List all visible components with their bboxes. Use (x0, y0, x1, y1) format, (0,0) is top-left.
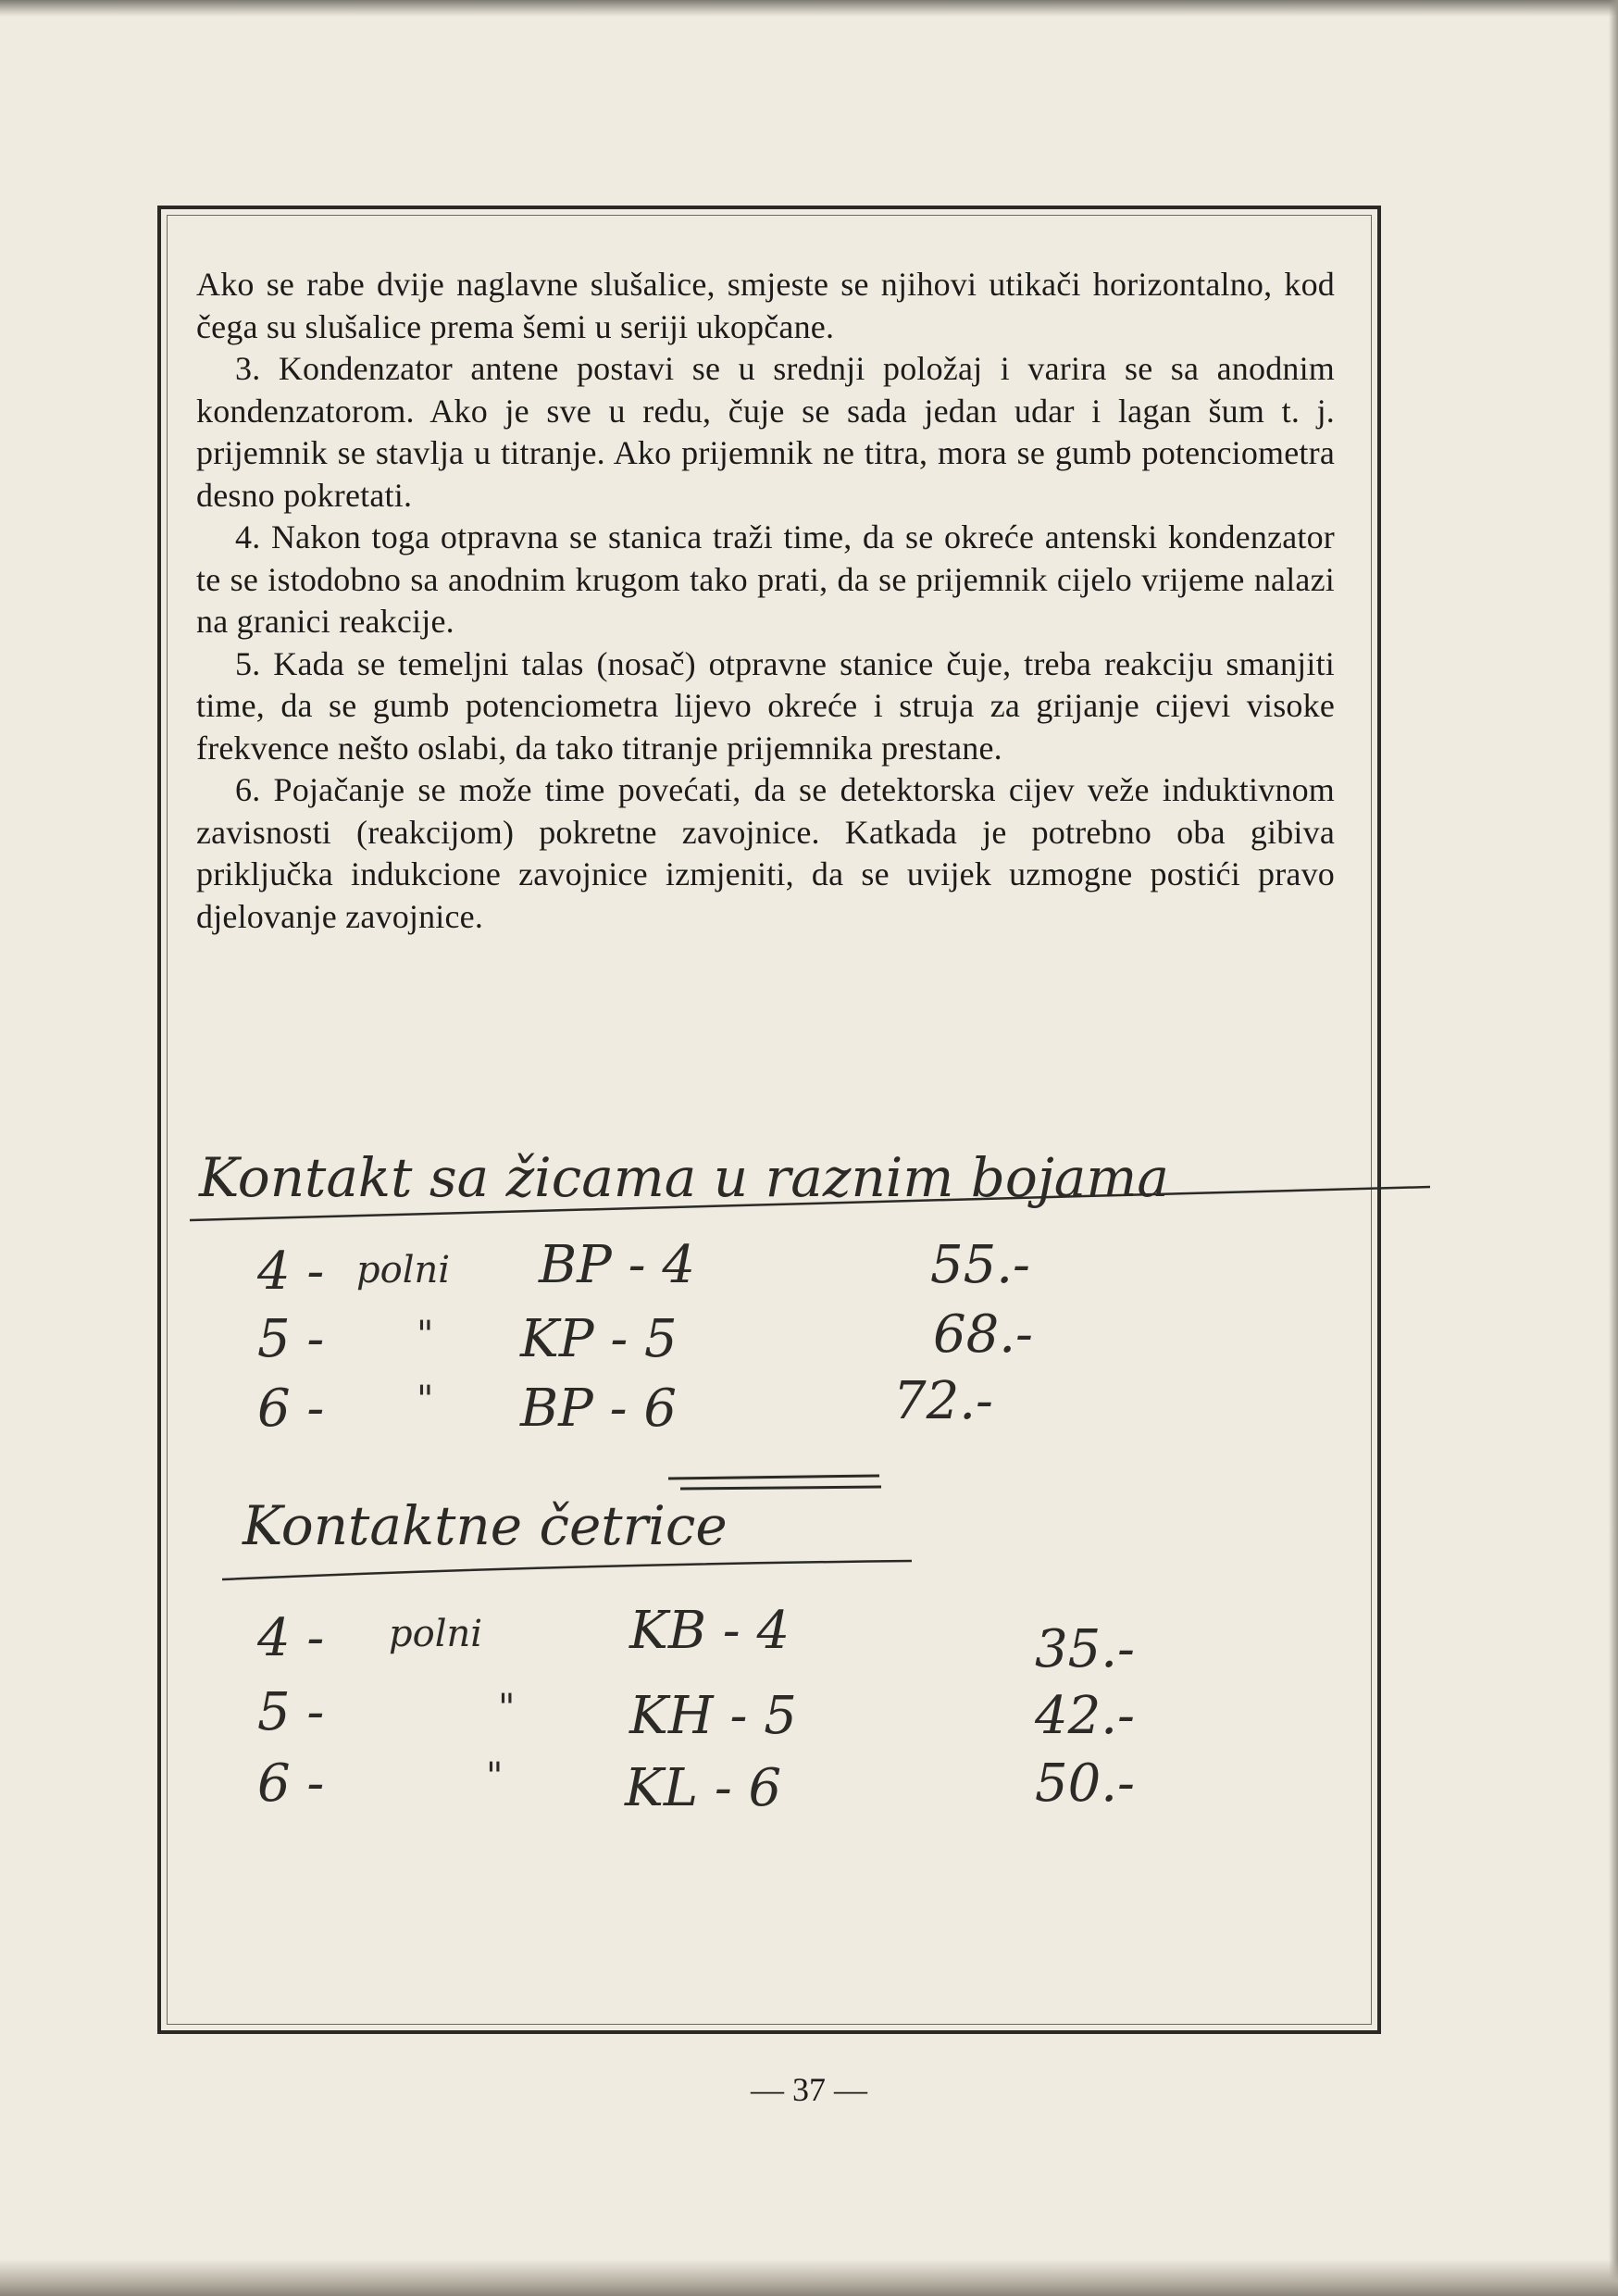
handwritten-heading: Kontaktne četrice (243, 1494, 728, 1557)
heading-underline (222, 1561, 912, 1579)
paragraph: 3. Kondenzator antene postavi se u srednji položaj i varira se sa anodnim kondenzatorom. Ako je sve u redu, čuje se sada jedan udar i lagan šum t. j. prijemnik se stavlja u titranje. Ako prijemnik ne titra, mora se gumb potenciometra desno pokretati. (196, 350, 1335, 514)
row-label: " (486, 1755, 504, 1798)
row-value: 55.- (930, 1235, 1030, 1295)
row-code: KL - 6 (625, 1758, 782, 1818)
row-label: polni (389, 1613, 483, 1655)
paragraph: 4. Nakon toga otpravna se stanica traži time, da se okreće antenski kondenzator te se istodobno sa anodnim krugom tako prati, da se prijemnik cijelo vrijeme nalazi na granici reakcije. (196, 518, 1335, 640)
row-label: " (498, 1687, 516, 1729)
row-value: 42.- (1035, 1686, 1135, 1746)
row-number: 6 - (257, 1379, 325, 1439)
row-number: 5 - (257, 1682, 325, 1742)
row-code: BP - 6 (520, 1379, 677, 1439)
row-number: 4 - (257, 1242, 325, 1302)
handwritten-row (256, 1601, 1135, 1679)
row-value: 50.- (1035, 1753, 1135, 1814)
handwritten-row (256, 1235, 1030, 1302)
paragraph: 6. Pojačanje se može time povećati, da se detektorska cijev veže induktivnom zavisnosti (reakcijom) pokretne zavojnice. Katkada je potrebno oba gibiva priključka indukcione zavojnice izmjeniti, da se uvijek uzmogne postići pravo djelovanje zavojnice. (196, 771, 1335, 935)
paragraph: Ako se rabe dvije naglavne slušalice, smjeste se njihovi utikači horizontalno, kod čega su slušalice prema šemi u seriji ukopčane. (196, 266, 1335, 345)
row-code: BP - 4 (539, 1235, 695, 1295)
row-number: 6 - (257, 1753, 325, 1814)
row-value: 68.- (933, 1304, 1033, 1365)
heading-double-rule (668, 1476, 879, 1479)
page-number: — 37 — (751, 2071, 867, 2108)
row-value: 35.- (1035, 1619, 1135, 1679)
row-label: " (417, 1314, 434, 1356)
row-value: 72.- (893, 1371, 993, 1431)
handwritten-row (257, 1371, 993, 1439)
paragraph: 5. Kada se temeljni talas (nosač) otpravne stanice čuje, treba reakciju smanjiti time, da se gumb potenciometra lijevo okreće i struja za grijanje cijevi visoke frekvence nešto oslabi, da tako titranje prijemnika prestane. (196, 644, 1335, 767)
row-code: KB - 4 (629, 1601, 790, 1661)
handwritten-row (257, 1304, 1033, 1369)
handwritten-row (257, 1753, 1135, 1818)
row-label: " (417, 1379, 434, 1421)
row-number: 4 - (257, 1608, 325, 1668)
row-number: 5 - (257, 1309, 325, 1369)
heading-double-rule (680, 1487, 881, 1489)
row-code: KH - 5 (629, 1686, 797, 1746)
row-label: polni (356, 1249, 451, 1292)
handwritten-heading: Kontakt sa žicama u raznim bojama (199, 1146, 1169, 1209)
row-code: KP - 5 (520, 1309, 678, 1369)
handwritten-row (257, 1682, 1135, 1746)
